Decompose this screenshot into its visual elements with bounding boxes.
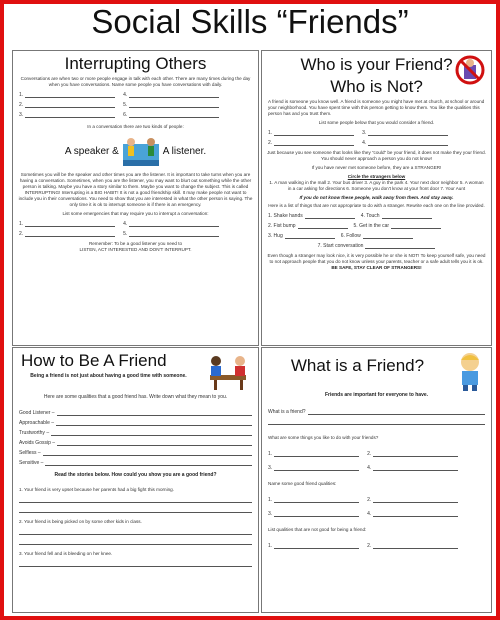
item-label: 1. Shake hands bbox=[268, 213, 303, 219]
page-title: Social Skills “Friends” bbox=[91, 3, 409, 40]
quality-row bbox=[19, 420, 252, 426]
answer-line[interactable] bbox=[25, 112, 115, 118]
num-label: 5. bbox=[123, 102, 128, 108]
answer-line[interactable] bbox=[129, 102, 219, 108]
answer-line[interactable] bbox=[19, 539, 252, 545]
num-label: 1. bbox=[19, 221, 24, 227]
num-label: 2. bbox=[19, 102, 24, 108]
num-label: 5. bbox=[123, 231, 128, 237]
answer-row bbox=[268, 451, 485, 457]
answer-row bbox=[19, 112, 252, 118]
panel-heading: What is a Friend? bbox=[290, 356, 425, 375]
answer-line[interactable] bbox=[274, 451, 359, 457]
answer-line[interactable] bbox=[274, 511, 359, 517]
rule-text: LISTEN, ACT INTERESTED AND DON'T INTERRUPT. bbox=[79, 247, 192, 252]
answer-row bbox=[268, 465, 485, 471]
answer-row bbox=[268, 497, 485, 503]
num-label: 4. bbox=[367, 511, 372, 517]
stranger-list: 1. A man walking in the mall 2. Your bus driver 3. A guy in the park 4. Your next door neighbor 5. A woman in a car asking for directions 6. Someone you don't know at your front door 7. Your Aunt bbox=[269, 180, 484, 191]
story-1: 1. Your friend is very upset because her parents had a big fight this morning. bbox=[19, 487, 175, 492]
heading-row bbox=[13, 348, 258, 391]
answer-line[interactable] bbox=[373, 511, 458, 517]
num-label: 2. bbox=[268, 140, 273, 146]
answer-line[interactable] bbox=[373, 543, 458, 549]
warning-text: If you do not know these people, walk away from them. And stay away. bbox=[299, 195, 454, 200]
answer-line[interactable] bbox=[51, 430, 252, 436]
answer-line[interactable] bbox=[285, 233, 335, 239]
item-label: 3. Hug bbox=[268, 233, 283, 239]
remember-text: Remember: To be a good listener you need to bbox=[88, 241, 183, 246]
num-label: 6. bbox=[123, 112, 128, 118]
listener-label: A listener. bbox=[162, 145, 207, 157]
num-label: 1. bbox=[19, 92, 24, 98]
speaker-listener-row bbox=[13, 134, 258, 168]
answer-line[interactable] bbox=[57, 410, 252, 416]
answer-line[interactable] bbox=[365, 243, 435, 249]
num-label: 1. bbox=[268, 543, 273, 549]
answer-row bbox=[268, 511, 485, 517]
answer-line[interactable] bbox=[25, 92, 115, 98]
item-label: 5. Get in the car bbox=[353, 223, 390, 229]
child-illustration bbox=[453, 350, 487, 392]
answer-row bbox=[19, 529, 252, 535]
quality-label: Selfless – bbox=[19, 450, 41, 456]
kinds-text: In a conversation there are two kinds of people: bbox=[87, 124, 184, 129]
num-label: 2. bbox=[19, 231, 24, 237]
panel-interrupting-others bbox=[12, 50, 259, 346]
answer-row bbox=[19, 507, 252, 513]
answer-line[interactable] bbox=[268, 419, 485, 425]
answer-row bbox=[268, 223, 485, 229]
stories-prompt: Read the stories below. How could you show you are a good friend? bbox=[54, 472, 217, 478]
num-label: 3. bbox=[362, 130, 367, 136]
num-label: 4. bbox=[123, 92, 128, 98]
question-label: What is a friend? bbox=[268, 409, 306, 415]
no-stranger-icon bbox=[455, 55, 485, 85]
answer-row bbox=[19, 102, 252, 108]
answer-line[interactable] bbox=[129, 112, 219, 118]
answer-row bbox=[268, 130, 485, 136]
quality-row bbox=[19, 450, 252, 456]
answer-line[interactable] bbox=[274, 465, 359, 471]
list-prompt: List some emergencies that may require you to interrupt a conversation: bbox=[62, 211, 209, 216]
panel-heading: How to Be A Friend bbox=[21, 351, 167, 370]
answer-line[interactable] bbox=[19, 561, 252, 567]
quality-row bbox=[19, 460, 252, 466]
panel-heading-1: Who is your Friend? bbox=[300, 55, 453, 74]
num-label: 2. bbox=[367, 497, 372, 503]
answer-line[interactable] bbox=[43, 450, 252, 456]
num-label: 3. bbox=[268, 511, 273, 517]
list-prompt: List some people below that you would consider a friend. bbox=[318, 120, 435, 125]
answer-line[interactable] bbox=[56, 420, 252, 426]
question-3: Name some good friend qualities: bbox=[268, 481, 337, 486]
answer-line[interactable] bbox=[308, 409, 485, 415]
answer-row bbox=[268, 233, 485, 239]
answer-row bbox=[19, 539, 252, 545]
item-label: 7. Start conversation bbox=[317, 243, 364, 249]
answer-line[interactable] bbox=[298, 223, 348, 229]
item-label: 6. Follow bbox=[340, 233, 361, 239]
story-3: 3. Your friend fell and is bleeding on her knee. bbox=[19, 551, 113, 556]
answer-line[interactable] bbox=[25, 231, 115, 237]
answer-row bbox=[268, 213, 485, 219]
panel-who-is-your-friend bbox=[261, 50, 492, 346]
quality-label: Avoids Gossip – bbox=[19, 440, 56, 446]
answer-line[interactable] bbox=[274, 497, 359, 503]
num-label: 4. bbox=[362, 140, 367, 146]
heading-row bbox=[262, 348, 491, 392]
answer-line[interactable] bbox=[57, 440, 252, 446]
num-label: 4. bbox=[367, 465, 372, 471]
panel-heading: Interrupting Others bbox=[64, 54, 207, 73]
num-label: 1. bbox=[268, 497, 273, 503]
answer-line[interactable] bbox=[129, 231, 219, 237]
answer-row bbox=[268, 140, 485, 146]
intro-text: Conversations are when two or more people engage in talk with each other. There are many times during the day when you have conversations. Name some people you have conversations with daily. bbox=[20, 76, 251, 87]
safe-text: BE SAFE, STAY CLEAR OF STRANGERS! bbox=[331, 265, 422, 270]
answer-row bbox=[268, 243, 485, 249]
answer-line[interactable] bbox=[19, 529, 252, 535]
answer-row bbox=[19, 231, 252, 237]
question-2: What are some things you like to do with your friends? bbox=[268, 435, 379, 440]
stranger-text: If you have never met someone before, they are a STRANGER! bbox=[311, 165, 442, 170]
question-row bbox=[268, 409, 485, 415]
answer-line[interactable] bbox=[25, 102, 115, 108]
item-label: 4. Touch bbox=[360, 213, 380, 219]
panel-heading-2: Who is Not? bbox=[330, 77, 423, 96]
item-label: 2. Fist bump bbox=[268, 223, 296, 229]
answer-line[interactable] bbox=[274, 130, 354, 136]
quality-row bbox=[19, 410, 252, 416]
num-label: 3. bbox=[268, 465, 273, 471]
answer-row bbox=[268, 543, 485, 549]
num-label: 4. bbox=[123, 221, 128, 227]
answer-row bbox=[19, 561, 252, 567]
num-label: 1. bbox=[268, 451, 273, 457]
intro-text: A friend is someone you know well. A friend is someone you might have met at church, at school or around your neighborhood. You have spent time with this person getting to know them. You like the qualities this person has and you trust them. bbox=[268, 99, 485, 116]
answer-line[interactable] bbox=[368, 130, 448, 136]
sub-text: Friends are important for everyone to have. bbox=[324, 392, 429, 398]
quality-row bbox=[19, 430, 252, 436]
answer-row bbox=[268, 419, 485, 425]
quality-label: Sensitive – bbox=[19, 460, 44, 466]
answer-row bbox=[19, 497, 252, 503]
answer-line[interactable] bbox=[25, 221, 115, 227]
speaker-label: A speaker & bbox=[64, 145, 119, 157]
answer-line[interactable] bbox=[368, 140, 448, 146]
quality-label: Approachable – bbox=[19, 420, 55, 426]
end-text: Even though a stranger may look nice, it is very possible he or she is NOT! To keep yourself safe, you need to not approach people that you do not know unless your parents, teacher or a safe adult tells you it is ok. bbox=[267, 253, 486, 264]
answer-line[interactable] bbox=[363, 233, 413, 239]
heading-block bbox=[13, 348, 204, 380]
answer-line[interactable] bbox=[129, 92, 219, 98]
body-text: Sometimes you will be the speaker and other times you are the listener. It is important to take turns when you are having a conversation. Sometimes, when you are the listener, you may want to blurt out something while the other person is talking. Maybe you have a story similar to them. Maybe you want to change the subject. This is called INTERRUPTING! Interrupting is a BIG HABIT! It is not a good friendship skill. It may make people not want to include you in their conversations. You need to show that you are interested in what the other person is saying. The only time it is ok to interrupt someone is if there is an emergency. bbox=[18, 172, 253, 207]
panel-what-is-a-friend bbox=[261, 347, 492, 613]
answer-line[interactable] bbox=[373, 451, 458, 457]
quality-label: Good Listener – bbox=[19, 410, 55, 416]
answer-line[interactable] bbox=[373, 497, 458, 503]
answer-row bbox=[19, 221, 252, 227]
panel-how-to-be-a-friend bbox=[12, 347, 259, 613]
answer-line[interactable] bbox=[19, 507, 252, 513]
num-label: 1. bbox=[268, 130, 273, 136]
answer-line[interactable] bbox=[305, 213, 355, 219]
conversation-illustration bbox=[119, 134, 163, 168]
answer-line[interactable] bbox=[274, 543, 359, 549]
circle-heading: Circle the strangers below bbox=[347, 174, 406, 179]
answer-line[interactable] bbox=[382, 213, 432, 219]
quality-label: Trustworthy – bbox=[19, 430, 50, 436]
not-ok-text: Here is a list of things that are not appropriate to do with a stranger. Rewrite each one on the line provided. bbox=[268, 203, 485, 208]
friends-table-illustration bbox=[204, 351, 252, 391]
num-label: 2. bbox=[367, 451, 372, 457]
answer-line[interactable] bbox=[45, 460, 252, 466]
num-label: 2. bbox=[367, 543, 372, 549]
answer-line[interactable] bbox=[19, 497, 252, 503]
story-2: 2. Your friend is being picked on by some other kids in class. bbox=[19, 519, 142, 524]
quality-row bbox=[19, 440, 252, 446]
answer-line[interactable] bbox=[373, 465, 458, 471]
qualities-prompt: Here are some qualities that a good friend has. Write down what they mean to you. bbox=[43, 394, 228, 400]
answer-line[interactable] bbox=[129, 221, 219, 227]
sub-text: Being a friend is not just about having a good time with someone. bbox=[30, 373, 187, 379]
answer-line[interactable] bbox=[274, 140, 354, 146]
question-4: List qualities that are not good for being a friend: bbox=[268, 527, 367, 532]
num-label: 3. bbox=[19, 112, 24, 118]
answer-row bbox=[19, 92, 252, 98]
just-text: Just because you see someone that looks like they “could” be your friend, it does not make they your friend. You should never approach a person you do not know! bbox=[267, 150, 486, 161]
answer-line[interactable] bbox=[391, 223, 441, 229]
